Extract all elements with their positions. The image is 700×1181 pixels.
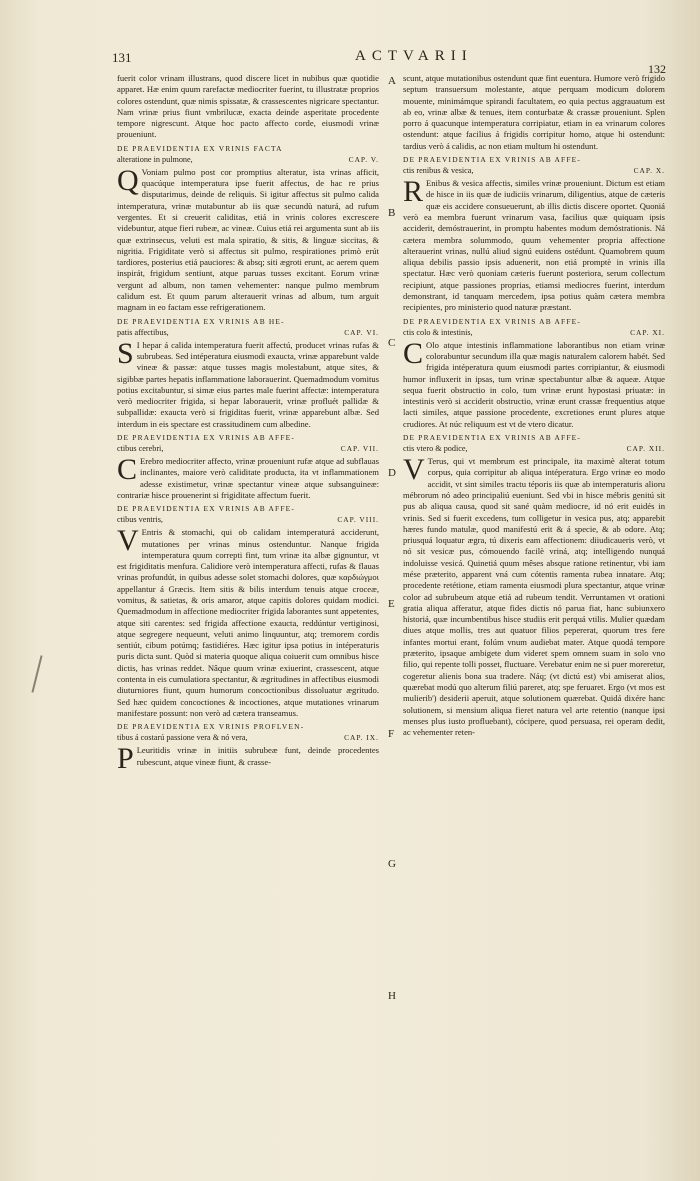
margin-letter-a: A [388,75,396,87]
chapter-number: CAP. XII. [626,444,665,454]
chapter-text [403,336,665,430]
margin-letter-g: G [388,858,396,870]
chapter-heading: DE PRAEVIDENTIA EX VRINIS AB AFFE- [403,433,582,443]
left-column [117,73,379,776]
paragraph: scunt, atque mutationibus ostendunt quæ fint euentura. Humore verò frigido septum transuersum molestante, atque perquam modicum dolorem mouente, minimámque spirandi facultatem, eo quia pectus aggrauatum est ab eo, vrinæ albæ & tenues, item conturbatæ & crassæ proueniunt. Splen porro á quacunque intemperatura corripiatur, etiam in ea vrinarum colores ostendunt: atque facilius á frigidis corripitur homo, atque hi ostendunt: tardius verò á calidis, ac non etiam multum hi ostendunt. [403,73,665,151]
chapter-subtitle [117,733,379,743]
chapter-text [117,336,379,430]
chapter-heading: DE PRAEVIDENTIA EX VRINIS AB HE- [117,316,285,326]
chapter-subtitle [117,328,379,338]
chapter-heading: DE PRAEVIDENTIA EX VRINIS AB AFFE- [117,433,296,443]
chapter-number: CAP. X. [633,166,665,176]
drop-cap: R [403,175,424,209]
chapter-subtitle-text: ctibus ventris, [117,515,163,525]
chapter-number: CAP. VI. [344,327,379,337]
margin-letter-d: D [388,467,396,479]
chapter-number: CAP. IX. [344,733,379,743]
margin-letter-b: B [388,207,396,219]
margin-letter-h: H [388,990,396,1002]
chapter-subtitle-text: tibus á costarú passione vera & nó vera, [117,733,248,743]
chapter-subtitle-text: alteratione in pulmone, [117,154,193,164]
drop-cap: Q [117,163,139,197]
drop-cap: S [117,336,134,370]
drop-cap: V [117,524,139,558]
chapter-subtitle-text: ctis vtero & podice, [403,444,468,454]
chapter-subtitle-text: patis affectibus, [117,327,169,337]
chapter-number: CAP. XI. [630,327,665,337]
chapter-text [117,453,379,501]
chapter-body: Erebro mediocriter affecto, vrinæ proueniunt rufæ atque ad subflauas inclinantes, maiore verò caliditate producta, ita vt inflammationem adesse existimetur, vrinæ spectantur vineæ atque subsanguineæ: contrariæ hisce prouenerint si frigiditate affectum fuerit. [117,456,379,500]
chapter-heading: DE PRAEVIDENTIA EX VRINIS FACTA [117,143,283,153]
chapter-subtitle [117,515,379,525]
page-number-right: 132 [648,62,666,76]
chapter-number: CAP. VIII. [337,515,379,525]
page-crease [31,655,42,692]
drop-cap: P [117,742,134,776]
page-number-left: 131 [112,50,132,65]
chapter-body: Terus, qui vt membrum est principale, ita maximè alterat totum corpus, quia corripitur ab aliqua intéperatura. Ergo vrinæ eo modo accidit, vt sint similes tractu téporis iis quæ ab intemperaturis alioru mébrorum nó adeo principaliú eueniunt. Sed vbi in hisce mébris genitú sit pus ab aliqua causa, quod sit sané quàm mediocre, id nó erit euidés in vrinis. Sed si fuerit excedens, tum colligetur in vesica pus, atq; apparebit hæres fundo matulæ, quod manifestú erit & á specie, & ab odore. Atq; priusquá loquatur ægra, tú dixeris eam affectionem: diiudicaueris verò, vt nó sit vesicæ pus, cómouendo facilè vriná, atq; intelligendo nunquá indoluisse vesicá. Quinetiá quum mêses absque ratione retinentur, vbi iam mése præterito, apparent vná cum cótentis ramenta rubea innatare. Atq; procedente retétione, etiam ramenta eiusmodi plura spectantur, atque vrinæ color ad subrubeum atque etiá ad rubeum tendit. Verruntamen vt orationi gratia aliqua afferatur, atque fides dictis nó parua fiat, hanc subiunxero historiá, quæ incumbentibus hisce studiis erit perquá vtilis. Mulier quædam diues atque mollis, tres aut quatuor filios pepererat, quorum tres fere infantes mortui erant, folúm vnum audiebat mater. Atque quodá tempore præterito, ipsaque ambigete dum videret spem omnem suam in solo vno filio, qui repente tolli posset, fluctuare. Verebatur enim ne si puer moreretur, cogeretur alienis bona sua tradere. Náq; (vt dictú est) vbi amiserat alios, quærebat modú quo alterum filiú pareret, atq; spe feruaret. Ergo (vt mos est mulierib') desiderii aperuit, atque solutionem quærebat. Quidá dixére hanc solutionem, si mensium aliqua fieret natura vel arte retentio (nanque ipsi menses plus iusto profluebant), cócipere, quod persuasa, rei operam dedit, ac vehementer reten- [403,456,665,738]
chapter-text [403,453,665,738]
margin-letter-e: E [388,598,395,610]
right-column [403,73,665,738]
chapter-subtitle [403,166,665,176]
chapter-subtitle-text: ctibus cerebri, [117,444,164,454]
drop-cap: V [403,453,425,487]
chapter-number: CAP. V. [348,154,379,164]
margin-letter-c: C [388,337,396,349]
chapter-heading: DE PRAEVIDENTIA EX VRINIS AB AFFE- [403,316,582,326]
chapter-number: CAP. VII. [340,444,379,454]
chapter-body: Enibus & vesica affectis, similes vrinæ proueniunt. Dictum est etiam de hisce in iis quæ de iudiciis vrinarum, diligentius, atque de cæteris quæ eis accidere consueuerunt, ab illis dictis discere oportet. Quoniá verò ea membra fuerunt vrinarum vasa, facilius quæ quiquam ipsis acciderit, demóstrauerint, in promptu habentes modum demóstrationis. Ná cætera membra solummodo, quum vehementer propria affectione alterauerint vrinas, nullú aliud signú euidens ostédunt. Quamobrem quum aliqua debilis passio ipsis aduenerit, non etiá promptè in vrinis illa spectatur. Hæc verò quoniam cæteris fuerunt posteriora, serum collectum recipiunt, atque passiones proprias, etiamsi mediocres fuerint, interdum demonstrant, id tanquam mercedem, ipsa potius quàm cætera membra recipientes, pro ministerio quod naturæ præstant. [403,178,665,313]
chapter-text [403,175,665,314]
chapter-body: Voniam pulmo post cor promptius alteratur, ista vrinas afficit, quacúque intemperatura ipse fuerit affectus, de hac re prius disputarimus, deinde de reliquis. Si igitur affectus sit pulmo calida intemperatura, vrinæ mutabuntur ab iis quæ secundù naturá, ad rufum vergentes. Et si creuerit caliditas, etiá in vrinis colores excrescere videbuntur, atque fieri rubeæ, ac vineæ. Cuius etiá rei argumenta sunt ab iis quæ extrinsecus, veluti est mala spiratio, & sitis, & linguæ siccitas, & nigritia. Frigiditate verò si affectus sit pulmo, respirationes primò erút tardiores, posterius etiá pauciores: & absq; siti ægroti erunt, ac aerem quem inspirát, frigidum sentiunt, atque paruas tusses excitant. Eorum vrinæ vergunt ad album, non tamen vehementer: nanque pulmo membrum calidum est. Et quum parum alterauerit vrinas ad album, tum arguit magnam in eo factam esse refrigerationem. [117,166,379,313]
drop-cap: C [403,336,424,370]
margin-letter-f: F [388,728,395,740]
chapter-subtitle-text: ctis colo & intestinis, [403,327,473,337]
chapter-text [117,524,379,719]
chapter-subtitle [403,328,665,338]
chapter-body: Entris & stomachi, qui ob calidam intemperaturá acciderunt, mutationes per vrinas minus ostenduntur. Nanque frigida intemperatura quum correpti fint, tum vrinæ ita albæ gignuntur, vt est frigiditatis menfura. Calidiore verò intemperatura affecti, rufas & flauas vrinas profundút, in quibus adesse solet stomachi dolores, quæ καρδιώγμοι appellantur á Græcis. Item sitis & bilis interdum tenuis atque croceæ, vomitus, & satietas, & oris amaror, atque capitis dolores quidam modici. Quemadmodum in affectione mediocriter frigida laborantes sunt appetentes, atque siti carentes: sed frigida affectione exaucta, reddúntur vertiginosi, atque segregere nequeunt, veluti animo linquuntur, atq; tremorem cordis sentiút, cibum potúmq; fastidiéres. Hæc igitur ipsa potius in intéperaturis puris dicta sunt. Quòd si materia quoque aliqua coiuerit cum omnibus hisce dictis, has vrinas reddet. Nâque quum vrinæ exiuerint, crassescent, atque contenta in eis cumulatiora spectantur, & ægritudines in affectibus eiusmodi diuturniores fiunt, quum humorum concoctionibus dissoluatur ægritudo. Sed hæc quidem concoctiones & incoctiones, atque mutationes vrinarum manifestare possunt: non verò ad cætera transeamus. [117,527,379,718]
chapter-subtitle [117,444,379,454]
chapter-subtitle [117,155,379,165]
chapter-body: Olo atque intestinis inflammatione laborantibus non etiam vrinæ colorabuntur secundum illa quæ magis naturalem calorem habét. Sed frigida intéperatura quum eiusmodi partes corripiantur, & eiusmodi humor influxerit in ipsas, tum vrinæ spectabuntur albæ & aqueæ. Atque sequa fuerit obstructio in colo, tum vrinæ erunt hypostasi priuatæ: in intestinis verò si acciderit obstructio, vrinæ erunt crassæ frequentius atque lacti similes, atque passione procedente, excretiones erunt plures atque crudiores. At núc reliquum est vt de vtero dicatur. [403,339,665,429]
drop-cap: C [117,453,138,487]
chapter-text [117,742,379,776]
chapter-heading: DE PRAEVIDENTIA EX VRINIS AB AFFE- [403,155,582,165]
running-title: ACTVARII [355,48,473,64]
paragraph: fuerit color vrinam illustrans, quod discere licet in nubibus quæ quotidie apparet. Hæ enim quum rarefactæ mediocriter fuerint, tu illustratæ proprios colores ostendunt, quæ nimis spissatæ, & crassescentes nigricare spectantur. Nam vrinæ prius fiunt vmbrilucæ, exacta deinde asperitate procedente tempore nigrescunt. Atque hoc pacto affecto corde, eiusmodi vrinæ proueniunt. [117,73,379,140]
chapter-subtitle [403,444,665,454]
chapter-heading: DE PRAEVIDENTIA EX VRINIS PROFLVEN- [117,722,305,732]
chapter-subtitle-text: ctis renibus & vesica, [403,166,474,176]
chapter-body: I hepar á calida intemperatura fuerit affectú, producet vrinas rufas & subrubeas. Sed intéperatura eiusmodi exaucta, vrinæ apparebunt valde vineæ & passæ: atque tusses magis molestabunt, atque sites, & sigibbæ partes hepatis inflammatione laborauerint. Quemadmodum vomitus potius excitabuntur, si simæ eius partes male fuerint affectæ: intemperatura verò mediocriter frigida, si hepar laborauerit, vrinæ profluét pallidæ & subpallidæ: exaucta verò si frigiditas fuerit, vrinæ apparebunt albæ. Sed interdum in eis spectare est crassitudinem cum albedine. [117,339,379,429]
chapter-text [117,163,379,314]
chapter-body: Leuritidis vrinæ in initiis subrubeæ funt, deinde procedentes rubescunt, atque vineæ fiunt, & crasse- [136,745,379,767]
chapter-heading: DE PRAEVIDENTIA EX VRINIS AB AFFE- [117,504,296,514]
